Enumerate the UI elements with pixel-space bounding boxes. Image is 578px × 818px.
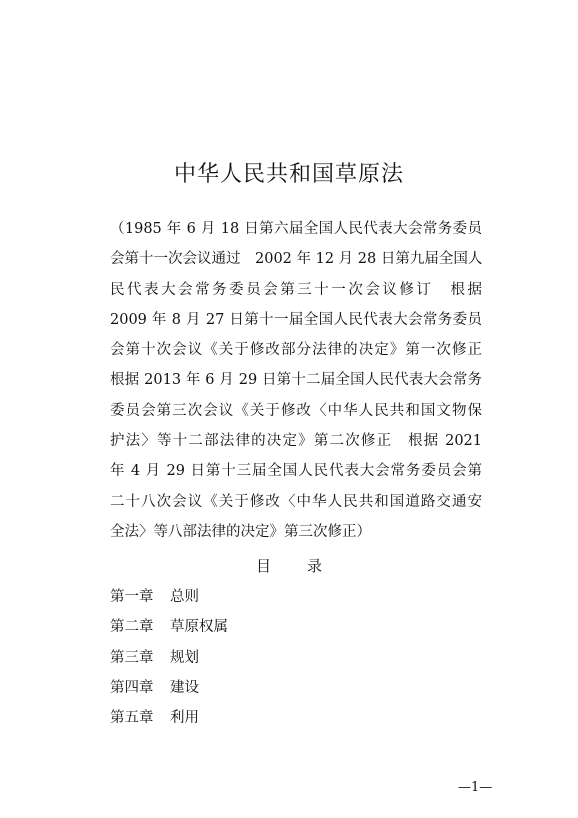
toc-chapter-title: 规划	[170, 649, 199, 666]
legislative-history	[110, 214, 482, 547]
toc-heading-left: 目	[255, 557, 271, 575]
toc-item[interactable]	[110, 612, 228, 642]
toc-chapter-number: 第三章	[110, 649, 154, 666]
history-line: 委员会第三次会议《关于修改〈中华人民共和国文物保	[110, 402, 482, 419]
toc-chapter-title: 草原权属	[170, 619, 228, 636]
toc-chapter-number: 第四章	[110, 679, 154, 696]
page-number: —1—	[458, 780, 493, 795]
table-of-contents	[110, 582, 228, 733]
toc-item[interactable]	[110, 703, 228, 733]
history-line: 会第十一次会议通过 2002 年 12 月 28 日第九届全国人	[110, 251, 483, 268]
toc-item[interactable]	[110, 643, 228, 673]
history-line: 全法〉等八部法律的决定》第三次修正）	[110, 523, 371, 540]
history-line: 会第十次会议《关于修改部分法律的决定》第一次修正	[110, 342, 482, 359]
history-line: 2009 年 8 月 27 日第十一届全国人民代表大会常务委员	[110, 311, 482, 328]
document-title: 中华人民共和国草原法	[173, 162, 404, 187]
history-line: 民代表大会常务委员会第三十一次会议修订 根据	[110, 281, 482, 298]
toc-chapter-title: 建设	[170, 679, 199, 696]
toc-chapter-title: 总则	[170, 589, 199, 605]
toc-chapter-number: 第五章	[110, 710, 154, 727]
toc-chapter-number: 第二章	[110, 619, 154, 636]
toc-chapter-number: 第一章	[110, 589, 154, 605]
toc-heading-right: 录	[307, 557, 323, 575]
history-line: 护法〉等十二部法律的决定》第二次修正 根据 2021	[110, 433, 482, 450]
toc-item[interactable]	[110, 582, 228, 612]
toc-chapter-title: 利用	[170, 710, 199, 727]
history-line: （1985 年 6 月 18 日第六届全国人民代表大会常务委员	[110, 221, 482, 237]
history-line: 年 4 月 29 日第十三届全国人民代表大会常务委员会第	[110, 463, 482, 480]
toc-item[interactable]	[110, 673, 228, 703]
toc-heading	[0, 555, 578, 576]
history-line: 根据 2013 年 6 月 29 日第十二届全国人民代表大会常务	[110, 372, 482, 389]
history-line: 二十八次会议《关于修改〈中华人民共和国道路交通安	[110, 493, 482, 510]
